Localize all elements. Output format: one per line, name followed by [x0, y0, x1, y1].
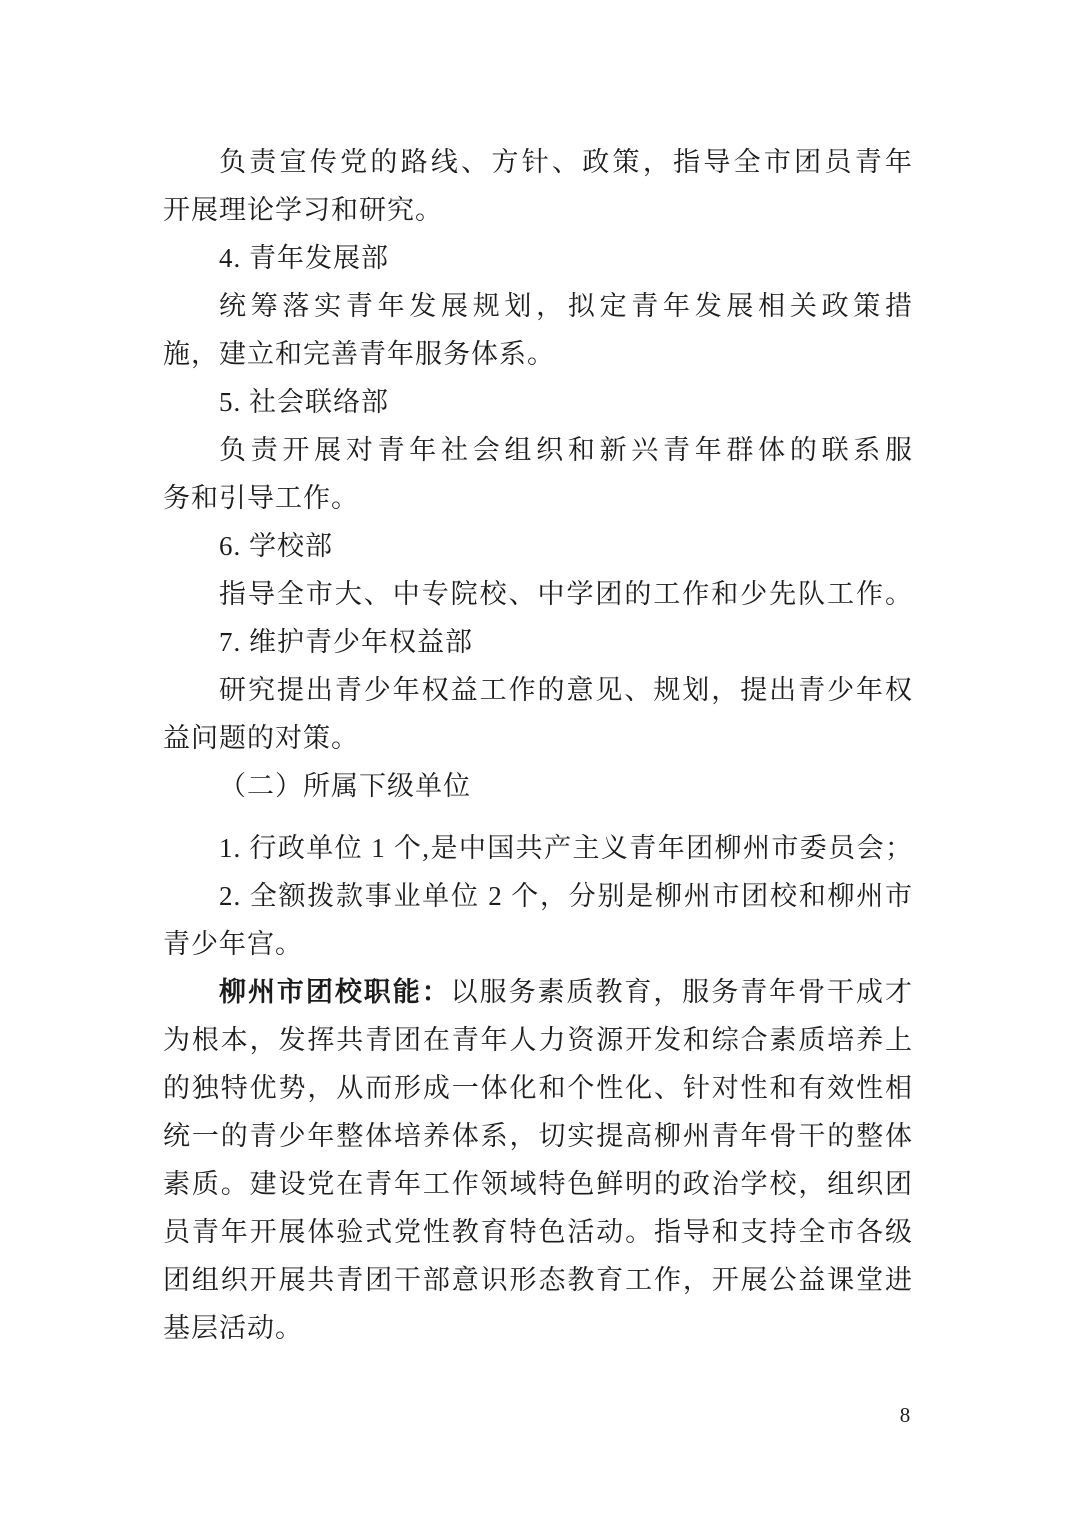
text-run: 的独特优势，从而形成一体化和个性化、针对性和有效性相 — [163, 1073, 913, 1103]
text-run: （二）所属下级单位 — [219, 771, 471, 801]
text-line — [163, 968, 913, 1016]
text-run: 以服务素质教育，服务青年骨干成才 — [450, 977, 914, 1007]
text-run: 青少年宫。 — [163, 929, 303, 959]
text-line — [163, 1256, 913, 1304]
text-line — [163, 714, 913, 762]
text-line — [163, 666, 913, 714]
text-run: 基层活动。 — [163, 1313, 303, 1343]
text-run: 负责宣传党的路线、方针、政策，指导全市团员青年 — [219, 147, 913, 177]
text-line — [163, 762, 913, 810]
text-line — [163, 138, 913, 186]
text-run: 5. 社会联络部 — [219, 387, 389, 417]
text-run: 素质。建设党在青年工作领域特色鲜明的政治学校，组织团 — [163, 1169, 913, 1199]
text-run: 团组织开展共青团干部意识形态教育工作，开展公益课堂进 — [163, 1265, 913, 1295]
text-line — [163, 282, 913, 330]
text-line — [163, 378, 913, 426]
text-line — [163, 330, 913, 378]
text-line — [163, 234, 913, 282]
text-line — [163, 1208, 913, 1256]
text-run: 施，建立和完善青年服务体系。 — [163, 339, 555, 369]
text-line — [163, 1016, 913, 1064]
text-run: 员青年开展体验式党性教育特色活动。指导和支持全市各级 — [163, 1217, 913, 1247]
bold-text-run: 柳州市团校职能： — [219, 977, 451, 1007]
text-run: 开展理论学习和研究。 — [163, 195, 443, 225]
text-line — [163, 186, 913, 234]
text-run: 2. 全额拨款事业单位 2 个，分别是柳州市团校和柳州市 — [219, 881, 913, 911]
text-run: 负责开展对青年社会组织和新兴青年群体的联系服 — [219, 435, 913, 465]
text-run: 统一的青少年整体培养体系，切实提高柳州青年骨干的整体 — [163, 1121, 913, 1151]
text-run: 为根本，发挥共青团在青年人力资源开发和综合素质培养上 — [163, 1025, 913, 1055]
text-run: 7. 维护青少年权益部 — [219, 627, 473, 657]
text-line — [163, 1304, 913, 1352]
text-line — [163, 824, 913, 872]
text-line — [163, 920, 913, 968]
text-run: 统筹落实青年发展规划，拟定青年发展相关政策措 — [219, 291, 913, 321]
text-line — [163, 426, 913, 474]
text-line — [163, 618, 913, 666]
text-line — [163, 522, 913, 570]
text-run: 指导全市大、中专院校、中学团的工作和少先队工作。 — [219, 579, 913, 609]
text-line — [163, 1112, 913, 1160]
document-body — [163, 138, 913, 1352]
text-run: 6. 学校部 — [219, 531, 333, 561]
text-run: 4. 青年发展部 — [219, 243, 389, 273]
text-line — [163, 474, 913, 522]
text-line — [163, 872, 913, 920]
text-run: 务和引导工作。 — [163, 483, 359, 513]
page-number: 8 — [899, 1403, 911, 1427]
text-run: 1. 行政单位 1 个,是中国共产主义青年团柳州市委员会； — [219, 833, 913, 863]
text-line — [163, 1064, 913, 1112]
text-run: 研究提出青少年权益工作的意见、规划，提出青少年权 — [219, 675, 913, 705]
text-line — [163, 570, 913, 618]
text-run: 益问题的对策。 — [163, 723, 359, 753]
text-line — [163, 1160, 913, 1208]
